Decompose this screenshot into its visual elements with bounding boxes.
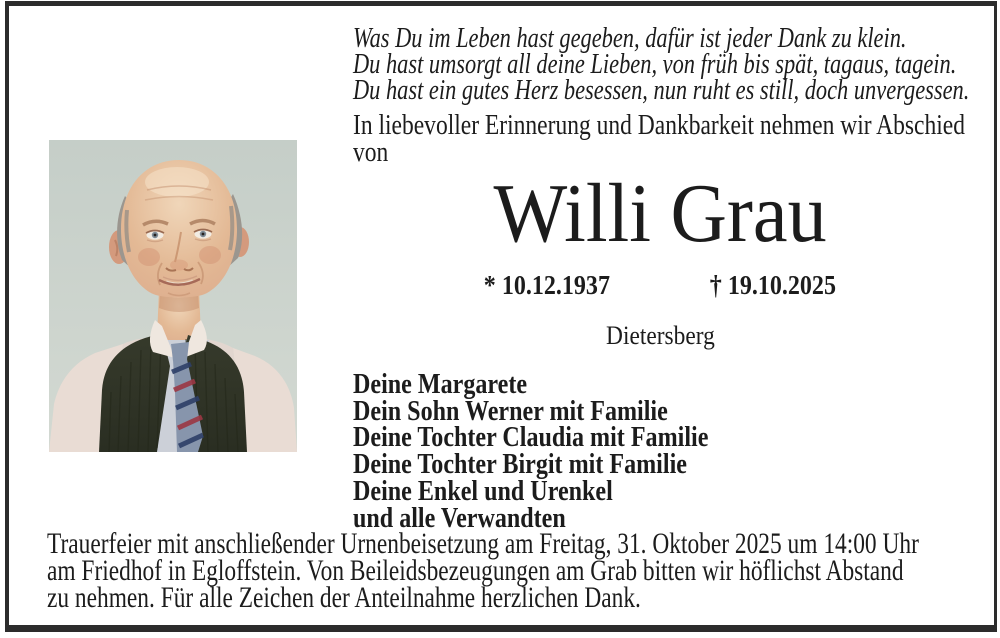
funeral-details-line: Trauerfeier mit anschließender Urnenbeisetzung am Freitag, 31. Oktober 2025 um 14:00 Uhr	[47, 527, 919, 560]
place-row	[354, 323, 966, 349]
mourner-line: und alle Verwandten	[353, 502, 566, 534]
mourner-line: Dein Sohn Werner mit Familie	[353, 395, 668, 427]
mourners-list	[353, 369, 709, 534]
verse-line: Du hast umsorgt all deine Lieben, von früh bis spät, tagaus, tagein.	[353, 49, 957, 80]
verse-line: Was Du im Leben hast gegeben, dafür ist jeder Dank zu klein.	[353, 23, 907, 54]
funeral-details	[47, 527, 919, 614]
mourner-line: Deine Tochter Birgit mit Familie	[353, 449, 687, 481]
deceased-name-row	[354, 167, 966, 260]
mourner-line: Deine Margarete	[353, 369, 528, 400]
place-of-residence: Dietersberg	[605, 321, 715, 350]
life-dates-row	[354, 272, 966, 299]
mourner-line: Deine Enkel und Urenkel	[353, 475, 613, 507]
verse-line: Du hast ein gutes Herz besessen, nun ruht es still, doch unvergessen.	[353, 75, 970, 106]
death-date: † 19.10.2025	[709, 270, 836, 300]
funeral-details-line: am Friedhof in Egloffstein. Von Beileidsbezeugungen am Grab bitten wir höflichst Abstand	[47, 554, 904, 587]
portrait-photo	[49, 140, 297, 452]
farewell-intro-line: von	[353, 137, 389, 168]
memorial-verse	[353, 23, 970, 106]
mourner-line: Deine Tochter Claudia mit Familie	[353, 422, 709, 454]
farewell-intro-line: In liebevoller Erinnerung und Dankbarkeit nehmen wir Abschied	[353, 110, 965, 141]
farewell-intro	[353, 112, 965, 166]
birth-date: * 10.12.1937	[484, 270, 611, 300]
portrait-photo-graphic	[49, 140, 297, 452]
deceased-name: Willi Grau	[493, 167, 827, 260]
funeral-details-line: zu nehmen. Für alle Zeichen der Anteilnahme herzlichen Dank.	[47, 581, 641, 614]
